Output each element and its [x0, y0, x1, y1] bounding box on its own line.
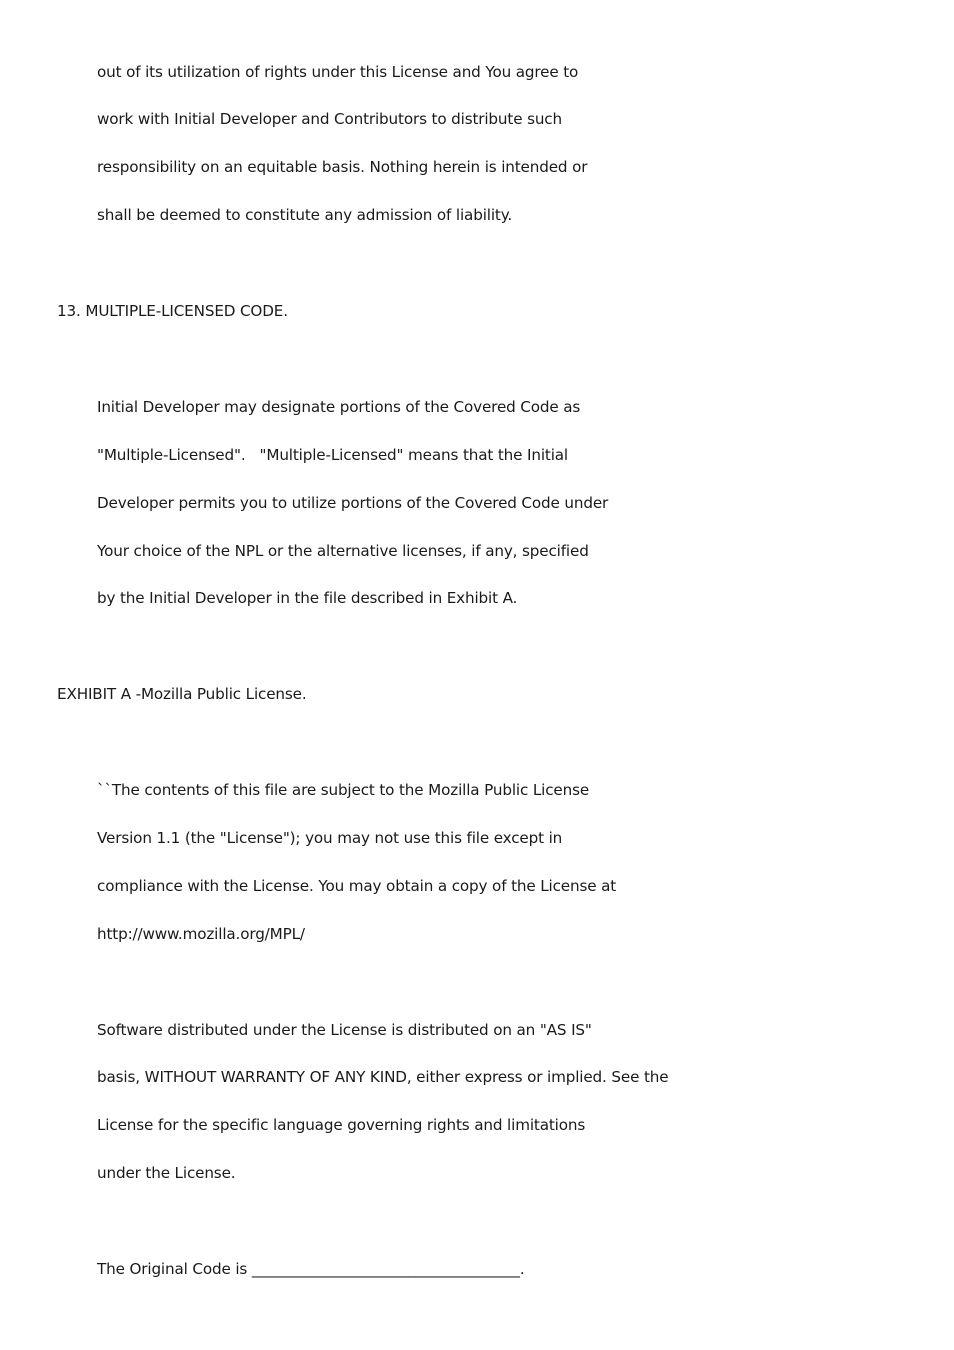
- software-line-3: License for the specific language governing rights and limitations: [97, 1116, 586, 1134]
- multiple-line-5: by the Initial Developer in the file described in Exhibit A.: [97, 589, 518, 607]
- software-line-4: under the License.: [97, 1164, 236, 1182]
- software-line-1: Software distributed under the License is distributed on an "AS IS": [97, 1021, 592, 1039]
- original-code-line: The Original Code is ____________________________________.: [97, 1260, 525, 1278]
- multiple-line-3: Developer permits you to utilize portions of the Covered Code under: [97, 494, 609, 512]
- contents-url-line: http://www.mozilla.org/MPL/: [97, 925, 305, 943]
- multiple-line-4: Your choice of the NPL or the alternative licenses, if any, specified: [97, 542, 589, 560]
- software-line-2: basis, WITHOUT WARRANTY OF ANY KIND, either express or implied. See the: [97, 1068, 669, 1086]
- multiple-line-1: Initial Developer may designate portions of the Covered Code as: [97, 398, 581, 416]
- liability-line-4: shall be deemed to constitute any admission of liability.: [97, 206, 513, 224]
- liability-line-1: out of its utilization of rights under this License and You agree to: [97, 63, 579, 81]
- liability-line-2: work with Initial Developer and Contributors to distribute such: [97, 110, 562, 128]
- contents-line-3: compliance with the License. You may obtain a copy of the License at: [97, 877, 617, 895]
- contents-line-2: Version 1.1 (the "License"); you may not use this file except in: [97, 829, 563, 847]
- multiple-line-2: "Multiple-Licensed". "Multiple-Licensed" means that the Initial: [97, 446, 569, 464]
- section-13-heading: 13. MULTIPLE-LICENSED CODE.: [57, 302, 288, 320]
- contents-line-1: ``The contents of this file are subject to the Mozilla Public License: [97, 781, 590, 799]
- exhibit-a-heading: EXHIBIT A -Mozilla Public License.: [57, 685, 307, 703]
- liability-line-3: responsibility on an equitable basis. Nothing herein is intended or: [97, 158, 588, 176]
